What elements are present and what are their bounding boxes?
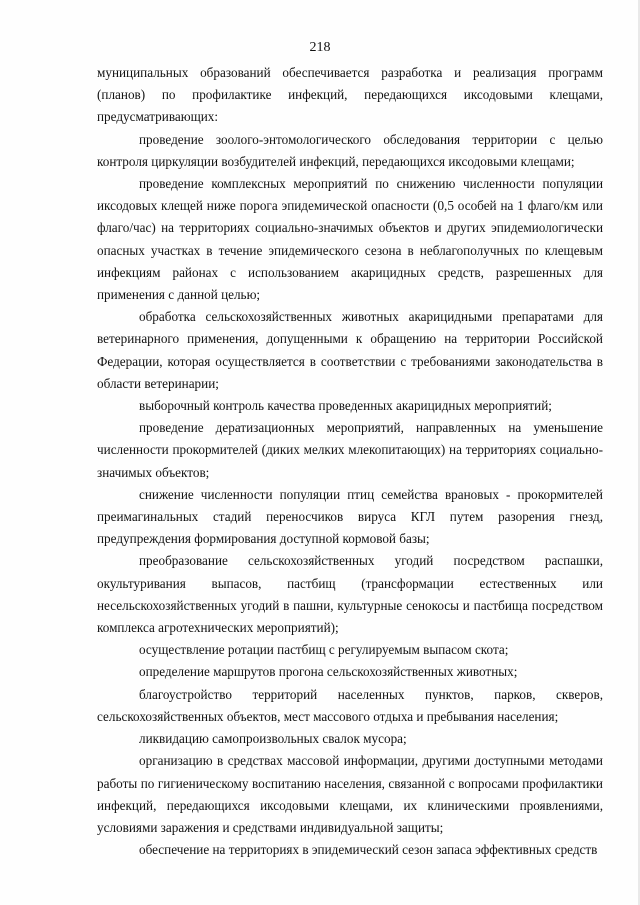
paragraph-quality-control: выборочный контроль качества проведенных акарицидных мероприятий; xyxy=(139,398,552,414)
paragraph-tick-control: проведение комплексных мероприятий по снижению численности популяции иксодовых клещей ниже порога эпидемической опасности (0,5 особей на 1 флаго/км или флаго/час) на территориях социально-значимых объектов и других эпидемиологически опасных участках в течение эпидемического сезона в неблагополучных по клещевым инфекциям районах с использованием акарицидных средств, разрешенных для применения с данной целью; xyxy=(97,176,603,303)
paragraph-public-education: организацию в средствах массовой информации, другими доступными методами работы по гигиеническому воспитанию населения, связанной с вопросами профилактики инфекций, передающихся иксодовыми клещами, их клиническими проявлениями, условиями заражения и средствами индивидуальной защиты; xyxy=(97,753,603,835)
paragraph-corvid-control: снижение численности популяции птиц семейства врановых - прокормителей преимагинальных стадий переносчиков вируса КГЛ путем разорения гнезд, предупреждения формирования доступной кормовой базы; xyxy=(97,486,603,547)
paragraph-waste-removal: ликвидацию самопроизвольных свалок мусора; xyxy=(139,731,407,747)
paragraph-intro: муниципальных образований обеспечивается разработка и реализация программ (планов) по профилактике инфекций, передающихся иксодовыми клещами, предусматривающих: xyxy=(97,65,603,125)
paragraph-livestock-routes: определение маршрутов прогона сельскохозяйственных животных; xyxy=(139,664,518,680)
page-number: 218 xyxy=(309,40,331,55)
paragraph-survey: проведение зоолого-энтомологического обследования территории с целью контроля циркуляции возбудителей инфекций, передающихся иксодовыми клещами; xyxy=(97,131,603,169)
paragraph-land-conversion: преобразование сельскохозяйственных угодий посредством распашки, окультуривания выпасов, пастбищ (трансформации естественных или несельскохозяйственных угодий в пашни, культурные сенокосы и пастбища посредством комплекса агротехнических мероприятий); xyxy=(97,553,603,636)
paragraph-supply-stock: обеспечение на территориях в эпидемический сезон запаса эффективных средств xyxy=(139,842,598,858)
paragraph-landscaping: благоустройство территорий населенных пунктов, парков, скверов, сельскохозяйственных объектов, мест массового отдыха и пребывания населения; xyxy=(97,686,603,724)
paragraph-pasture-rotation: осуществление ротации пастбищ с регулируемым выпасом скота; xyxy=(139,642,509,658)
paragraph-deratization: проведение дератизационных мероприятий, направленных на уменьшение численности прокормителей (диких мелких млекопитающих) на территориях социально-значимых объектов; xyxy=(97,420,603,480)
document-body xyxy=(97,62,603,861)
paragraph-livestock-treatment: обработка сельскохозяйственных животных акарицидными препаратами для ветеринарного применения, допущенными к обращению на территории Российской Федерации, которая осуществляется в соответствии с требованиями законодательства в области ветеринарии; xyxy=(97,309,603,391)
